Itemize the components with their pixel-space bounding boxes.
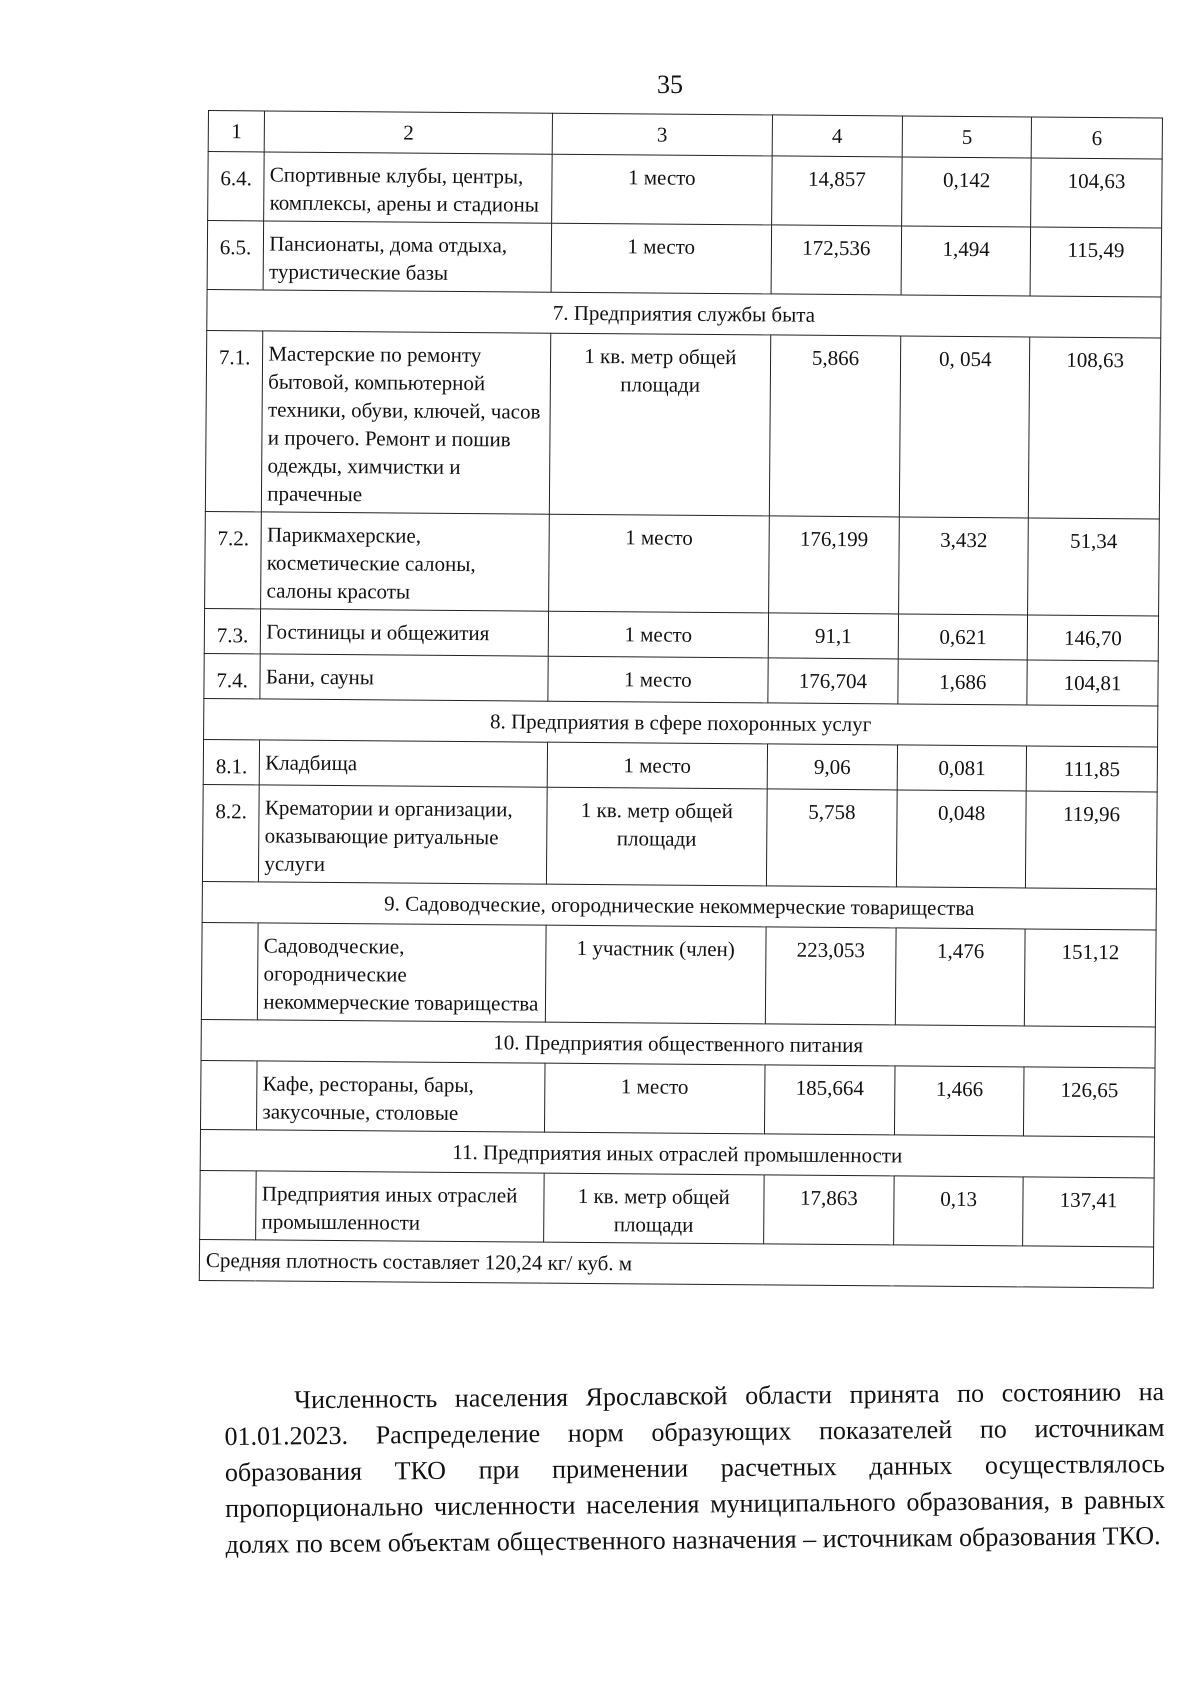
value-col5-cell: 1,476 xyxy=(896,928,1026,1026)
unit-cell: 1 место xyxy=(551,223,771,294)
table-row xyxy=(207,221,1162,297)
value-col6-cell: 119,96 xyxy=(1026,791,1158,889)
value-col4-cell: 14,857 xyxy=(771,156,902,226)
value-col6-cell: 104,63 xyxy=(1031,158,1162,228)
table-row xyxy=(201,922,1156,1026)
row-number-cell xyxy=(200,1170,257,1239)
header-cell: 1 xyxy=(208,111,265,152)
facility-name-cell: Крематории и организации, оказывающие ритуальные услуги xyxy=(259,785,548,884)
value-col6-cell: 108,63 xyxy=(1028,337,1160,519)
header-cell: 6 xyxy=(1031,117,1162,159)
value-col4-cell: 91,1 xyxy=(768,613,899,659)
facility-name-cell: Спортивные клубы, центры, комплексы, арены и стадионы xyxy=(264,152,552,223)
row-number-cell xyxy=(201,922,258,1019)
value-col5-cell: 0,13 xyxy=(894,1176,1023,1246)
row-number-cell: 6.4. xyxy=(208,152,265,221)
population-paragraph: Численность населения Ярославской области принята по состоянию на 01.01.2023. Распределение норм образующих показателей по источникам образования ТКО при применении расчетных данных осуществлялось пропорционально численности населения муниципального образования, в равных долях по всем объектам общественного назначения – источникам образования ТКО. xyxy=(224,1376,1166,1559)
table-row xyxy=(204,608,1158,660)
unit-cell: 1 место xyxy=(549,514,769,613)
facility-name-cell: Мастерские по ремонту бытовой, компьютерной техники, обуви, ключей, часов и прочего. Ремонт и пошив одежды, химчистки и прачечные xyxy=(262,331,551,514)
value-col6-cell: 115,49 xyxy=(1030,227,1161,297)
value-col6-cell: 146,70 xyxy=(1027,615,1158,661)
value-col5-cell: 0,081 xyxy=(898,745,1027,791)
row-number-cell: 7.4. xyxy=(204,653,261,698)
value-col4-cell: 223,053 xyxy=(765,927,897,1025)
average-density-note: Средняя плотность составляет 120,24 кг/ куб. м xyxy=(199,1239,1153,1287)
table-row xyxy=(202,784,1157,888)
table-row xyxy=(208,152,1163,228)
facility-name-cell: Предприятия иных отраслей промышленности xyxy=(256,1171,544,1242)
value-col6-cell: 104,81 xyxy=(1027,660,1158,706)
section-title: 10. Предприятия общественного питания xyxy=(201,1019,1155,1067)
facility-name-cell: Кафе, рестораны, бары, закусочные, столовые xyxy=(257,1061,545,1132)
row-number-cell: 8.1. xyxy=(203,739,260,784)
row-number-cell: 7.1. xyxy=(205,330,263,511)
row-number-cell: 6.5. xyxy=(207,221,264,290)
value-col6-cell: 151,12 xyxy=(1024,929,1156,1027)
table-row xyxy=(203,739,1157,791)
unit-cell: 1 место xyxy=(548,656,768,703)
value-col4-cell: 176,199 xyxy=(768,516,900,614)
facility-name-cell: Бани, сауны xyxy=(260,654,548,701)
norms-table xyxy=(199,110,1163,1288)
facility-name-cell: Гостиницы и общежития xyxy=(261,609,549,656)
value-col5-cell: 3,432 xyxy=(899,517,1029,615)
value-col5-cell: 0,621 xyxy=(899,614,1028,660)
table-row xyxy=(200,1170,1155,1246)
value-col4-cell: 17,863 xyxy=(763,1175,894,1245)
row-number-cell xyxy=(200,1060,257,1129)
facility-name-cell: Садоводческие, огороднические некоммерческие товарищества xyxy=(258,923,547,1022)
facility-name-cell: Кладбища xyxy=(260,740,548,787)
unit-cell: 1 место xyxy=(545,1063,765,1134)
value-col6-cell: 126,65 xyxy=(1024,1067,1155,1137)
table-body xyxy=(200,111,1163,1247)
header-cell: 4 xyxy=(772,115,903,157)
value-col5-cell: 1,494 xyxy=(901,226,1030,296)
header-cell: 3 xyxy=(552,113,772,156)
value-col6-cell: 137,41 xyxy=(1023,1177,1154,1247)
section-title: 7. Предприятия службы быта xyxy=(207,289,1161,337)
value-col4-cell: 176,704 xyxy=(767,658,898,704)
value-col6-cell: 51,34 xyxy=(1028,518,1160,616)
table-row xyxy=(205,511,1160,615)
value-col6-cell: 111,85 xyxy=(1026,746,1157,792)
unit-cell: 1 место xyxy=(548,611,768,658)
page-number: 35 xyxy=(657,70,683,99)
unit-cell: 1 участник (член) xyxy=(545,925,765,1024)
value-col4-cell: 172,536 xyxy=(771,225,902,295)
value-col5-cell: 0,048 xyxy=(897,790,1027,888)
value-col5-cell: 0,142 xyxy=(902,157,1031,227)
unit-cell: 1 кв. метр общей площади xyxy=(544,1173,764,1244)
value-col4-cell: 9,06 xyxy=(767,744,898,790)
table-row xyxy=(200,1060,1155,1136)
facility-name-cell: Пансионаты, дома отдыха, туристические базы xyxy=(263,221,551,292)
value-col5-cell: 1,686 xyxy=(898,659,1027,705)
header-cell: 5 xyxy=(902,116,1031,158)
value-col4-cell: 5,866 xyxy=(769,335,901,517)
row-number-cell: 8.2. xyxy=(202,784,259,881)
value-col4-cell: 185,664 xyxy=(764,1065,895,1135)
unit-cell: 1 место xyxy=(552,154,772,225)
header-cell: 2 xyxy=(265,111,553,154)
value-col5-cell: 1,466 xyxy=(895,1066,1024,1136)
section-title: 8. Предприятия в сфере похоронных услуг xyxy=(204,698,1158,746)
section-title: 9. Садоводческие, огороднические некоммерческие товарищества xyxy=(202,881,1156,929)
table-footer-row xyxy=(199,1239,1153,1287)
value-col4-cell: 5,758 xyxy=(766,789,898,887)
section-title: 11. Предприятия иных отраслей промышленности xyxy=(200,1129,1154,1177)
facility-name-cell: Парикмахерские, косметические салоны, салоны красоты xyxy=(261,512,550,611)
unit-cell: 1 кв. метр общей площади xyxy=(547,787,767,886)
value-col5-cell: 0, 054 xyxy=(900,336,1030,518)
table-row xyxy=(204,653,1158,705)
row-number-cell: 7.2. xyxy=(205,511,262,608)
row-number-cell: 7.3. xyxy=(204,608,261,653)
unit-cell: 1 место xyxy=(547,742,767,789)
table-row xyxy=(205,330,1160,518)
unit-cell: 1 кв. метр общей площади xyxy=(549,333,770,516)
